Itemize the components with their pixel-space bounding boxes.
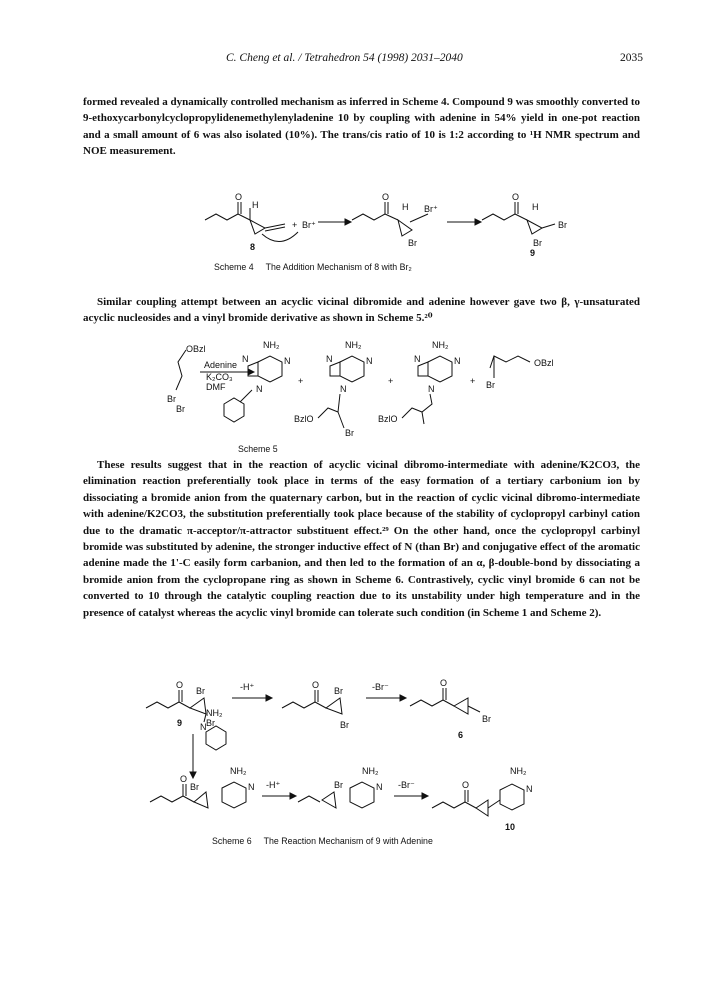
compound-8-structure xyxy=(205,192,285,252)
scheme-4-caption xyxy=(214,262,412,272)
s4-reagent: Br⁺ xyxy=(302,220,316,230)
s6-10-o: O xyxy=(462,780,470,790)
s6-9-br1: Br xyxy=(196,686,205,696)
s6-carb-br2: Br xyxy=(340,720,349,730)
scheme-5-caption-number: 5 xyxy=(272,444,278,454)
scheme-4-caption-number: 4 xyxy=(248,262,254,272)
s4-9-o: O xyxy=(512,192,520,202)
s5-p1-n2: N xyxy=(284,356,291,366)
s4-curved-arrow xyxy=(262,232,298,242)
s4-9-br1: Br xyxy=(558,220,567,230)
running-head: C. Cheng et al. / Tetrahedron 54 (1998) 2031–2040 xyxy=(226,52,463,64)
s6-10-n: N xyxy=(526,784,533,794)
s6-compound-9-structure xyxy=(146,680,215,728)
s4-int-h: H xyxy=(402,202,409,212)
s6-6-o: O xyxy=(440,678,448,688)
s6-adenine-nh2: NH₂ xyxy=(206,708,223,718)
s4-9-br2: Br xyxy=(533,238,542,248)
s5-p4-obzl: OBzl xyxy=(534,358,554,368)
s6-sub-nh2: NH₂ xyxy=(230,766,247,776)
s6-step-minus-br-bottom: -Br⁻ xyxy=(398,780,415,790)
s5-p3-bzlo: BzlO xyxy=(378,414,398,424)
s6-step-minus-h-top: -H⁺ xyxy=(240,682,255,692)
scheme-6-caption-text: The Reaction Mechanism of 9 with Adenine xyxy=(263,836,433,846)
bromonium-intermediate-structure xyxy=(352,192,438,248)
product-2-structure xyxy=(294,340,373,438)
s6-substituted-structure xyxy=(150,766,255,808)
paragraph-1: formed revealed a dynamically controlled mechanism as inferred in Scheme 4. Compound 9 was smoothly converted to 9-ethoxycarbonylcyclopropylidenemethylenyladenine 10 by coupling with adenine in 54% yield in one-pot reaction and a small amount of 6 was also isolated (10%). The trans/cis ratio of 10 is 1:2 according to ¹H NMR spectrum and NOE measurement. xyxy=(83,96,640,158)
s6-10-nh2: NH₂ xyxy=(510,766,527,776)
scheme-4-figure xyxy=(0,190,720,260)
s5-p2-nh2: NH₂ xyxy=(345,340,362,350)
scheme-5-caption xyxy=(238,444,278,454)
s6-compound-6-structure xyxy=(410,678,491,740)
s6-sub-o: O xyxy=(180,774,188,784)
s6-compound-6-label: 6 xyxy=(458,730,464,740)
s6-mid-nh2: NH₂ xyxy=(362,766,379,776)
s5-solvent: DMF xyxy=(206,382,226,392)
s6-mid-n: N xyxy=(376,782,383,792)
s4-atom-o: O xyxy=(235,192,243,202)
s5-p2-bzlo: BzlO xyxy=(294,414,314,424)
s6-sub-br: Br xyxy=(190,782,199,792)
s6-9-br2: Br xyxy=(206,718,215,728)
compound-9-structure xyxy=(482,192,567,258)
s5-p1-n1: N xyxy=(242,354,249,364)
s5-plus-2: + xyxy=(388,376,394,386)
vinyl-bromide-structure xyxy=(486,356,554,390)
s4-bromonium: Br⁺ xyxy=(424,204,438,214)
s6-9-o: O xyxy=(176,680,184,690)
paragraph-3: These results suggest that in the reaction of acyclic vicinal dibromo-intermediate with adenine/K2CO3, the elimination reaction preferentially took place in terms of the easy formation of a tertiary carbonium ion by dissociating a bromide anion from the quaternary carbon, but in the reaction of cyclic vicinal dibromo-intermediate with adenine/K2CO3, the substitution preferentially took place because of the stability of cyclopropyl carbinyl cation due to the dramatic π-acceptor/π-attractor substituent effect.²⁹ On the other hand, once the cyclopropyl carbinyl bromide was substituted by adenine, the stronger inductive effect of N (than Br) and conjugative effect of the aromatic adenine made the 1'-C easily form carbanion, and then led to the formation of an α, β-double-bond by dissociating a bromide anion from the cyclopropane ring as shown in Scheme 6. Contrastively, cyclic vinyl bromide 6 can not be converted to 10 through the catalytic coupling reaction due to its unstability under high temperature and in the presence of catalyst whereas the acyclic vinyl bromide can tolerate such condition (in Scheme 1 and Scheme 2). xyxy=(83,459,640,619)
s6-carb-o: O xyxy=(312,680,320,690)
scheme-4-caption-text: The Addition Mechanism of 8 with Br₂ xyxy=(265,262,412,272)
s5-p3-nh2: NH₂ xyxy=(432,340,449,350)
s6-compound-10-label: 10 xyxy=(505,822,516,832)
s5-p3-n3: N xyxy=(428,384,435,394)
s4-int-o: O xyxy=(382,192,390,202)
scheme-6-caption xyxy=(212,836,433,846)
s5-p3-n1: N xyxy=(414,354,421,364)
s6-sub-n: N xyxy=(248,782,255,792)
s6-6-br: Br xyxy=(482,714,491,724)
s6-compound-9-label: 9 xyxy=(177,718,183,728)
s6-step-minus-br-top: -Br⁻ xyxy=(372,682,389,692)
s4-compound-9-label: 9 xyxy=(530,248,536,258)
s6-carb-br1: Br xyxy=(334,686,343,696)
s6-adenine-n: N xyxy=(200,722,207,732)
s4-compound-8-label: 8 xyxy=(250,242,256,252)
scheme-6-figure xyxy=(0,676,720,836)
s4-plus: + xyxy=(292,220,298,230)
s5-p2-n3: N xyxy=(340,384,347,394)
scheme-5-caption-label: Scheme xyxy=(238,444,271,454)
scheme-6-caption-label: Scheme xyxy=(212,836,245,846)
s4-atom-h: H xyxy=(252,200,259,210)
s5-br-start-1: Br xyxy=(167,394,176,404)
s5-reagent-k2co3: K₂CO₃ xyxy=(206,372,233,382)
s5-p2-br: Br xyxy=(345,428,354,438)
s6-compound-10-structure xyxy=(432,766,533,832)
s5-p1-nh2: NH₂ xyxy=(263,340,280,350)
s6-mid-br: Br xyxy=(334,780,343,790)
s4-9-h: H xyxy=(532,202,539,212)
s5-p4-br: Br xyxy=(486,380,495,390)
s4-int-br: Br xyxy=(408,238,417,248)
acyclic-dibromide-structure xyxy=(167,344,206,414)
s5-reagent-adenine: Adenine xyxy=(204,360,238,370)
s6-carbanion-structure xyxy=(282,680,349,730)
paragraph-2: Similar coupling attempt between an acyclic vicinal dibromide and adenine however gave two β, γ-unsaturated acyclic nucleosides and a vinyl bromide derivative as shown in Scheme 5.²⁰ xyxy=(83,296,640,325)
s5-p3-n2: N xyxy=(454,356,461,366)
page-header xyxy=(0,52,720,68)
s6-step-minus-h-bottom: -H⁺ xyxy=(266,780,281,790)
product-1-structure xyxy=(224,340,291,422)
s5-plus-1: + xyxy=(298,376,304,386)
scheme-6-caption-number: 6 xyxy=(246,836,252,846)
s5-p2-n2: N xyxy=(366,356,373,366)
s5-p1-n3: N xyxy=(256,384,263,394)
page-number: 2035 xyxy=(620,52,643,64)
s5-br-start-2: Br xyxy=(176,404,185,414)
s5-obzl-start: OBzl xyxy=(186,344,206,354)
scheme-4-caption-label: Scheme xyxy=(214,262,247,272)
scheme-5-figure xyxy=(0,338,720,442)
s6-bottom-intermediate-structure xyxy=(298,766,383,808)
s5-p2-n1: N xyxy=(326,354,333,364)
s5-plus-3: + xyxy=(470,376,476,386)
